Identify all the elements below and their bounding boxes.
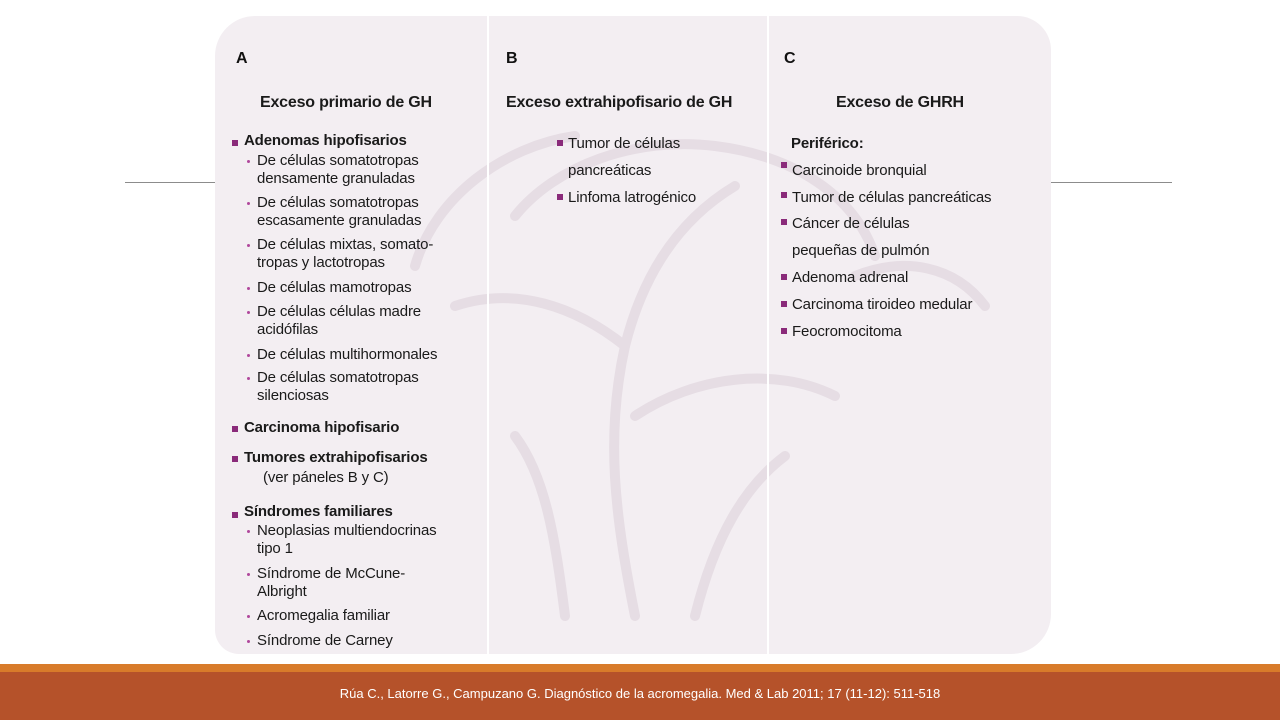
dot-bullet-icon [247, 573, 250, 576]
divider-line-left [125, 182, 220, 183]
square-bullet-icon [232, 456, 238, 462]
square-bullet-icon [232, 426, 238, 432]
list-item: De células somatotropas [257, 152, 419, 169]
dot-bullet-icon [247, 202, 250, 205]
list-item: Síndrome de McCune- [257, 565, 406, 582]
list-item: Tumores extrahipofisarios [244, 449, 428, 466]
column-heading: Exceso extrahipofisario de GH [506, 94, 733, 111]
citation-text: Rúa C., Latorre G., Campuzano G. Diagnóstico de la acromegalia. Med & Lab 2011; 17 (11-12): 511-518 [339, 686, 941, 701]
list-item: Adenoma adrenal [792, 269, 909, 286]
list-item: Linfoma latrogénico [568, 189, 697, 206]
list-item-note: (ver páneles B y C) [263, 469, 389, 486]
list-item: Carcinoma tiroideo medular [792, 296, 973, 313]
divider-line-right [1048, 182, 1172, 183]
column-letter: B [506, 50, 518, 67]
list-item: pequeñas de pulmón [792, 242, 930, 259]
list-item: Tumor de células pancreáticas [792, 189, 992, 206]
dot-bullet-icon [247, 287, 250, 290]
list-item: Carcinoide bronquial [792, 162, 927, 179]
list-item: Carcinoma hipofisario [244, 419, 400, 436]
list-item: tropas y lactotropas [257, 254, 385, 271]
list-item: Albright [257, 583, 307, 600]
list-item: escasamente granuladas [257, 212, 422, 229]
subheading: Periférico: [791, 135, 864, 152]
column-a [215, 16, 487, 654]
column-heading: Exceso primario de GH [260, 94, 432, 111]
dot-bullet-icon [247, 530, 250, 533]
square-bullet-icon [781, 274, 787, 280]
square-bullet-icon [781, 219, 787, 225]
list-item: acidófilas [257, 321, 319, 338]
list-item: Neoplasias multiendocrinas [257, 522, 437, 539]
list-item: densamente granuladas [257, 170, 415, 187]
list-item: Adenomas hipofisarios [244, 132, 407, 149]
list-item: De células mixtas, somato- [257, 236, 434, 253]
list-item: pancreáticas [568, 162, 652, 179]
list-item: Tumor de células [568, 135, 681, 152]
dot-bullet-icon [247, 244, 250, 247]
square-bullet-icon [232, 512, 238, 518]
dot-bullet-icon [247, 640, 250, 643]
square-bullet-icon [781, 328, 787, 334]
column-letter: C [784, 50, 796, 67]
square-bullet-icon [232, 140, 238, 146]
acromegaly-causes-table [215, 16, 1051, 654]
list-item: De células mamotropas [257, 279, 412, 296]
list-item: silenciosas [257, 387, 329, 404]
list-item: De células células madre [257, 303, 421, 320]
list-item: De células somatotropas [257, 194, 419, 211]
list-item: De células multihormonales [257, 346, 438, 363]
list-item: Síndromes familiares [244, 503, 393, 520]
column-b [489, 16, 767, 654]
square-bullet-icon [781, 162, 787, 168]
list-item: Acromegalia familiar [257, 607, 390, 624]
footer-bar [0, 664, 1280, 720]
list-item: Feocromocitoma [792, 323, 902, 340]
list-item: tipo 1 [257, 540, 293, 557]
dot-bullet-icon [247, 377, 250, 380]
list-item: De células somatotropas [257, 369, 419, 386]
dot-bullet-icon [247, 311, 250, 314]
square-bullet-icon [557, 140, 563, 146]
square-bullet-icon [781, 192, 787, 198]
list-item: Síndrome de Carney [257, 632, 393, 649]
column-heading: Exceso de GHRH [836, 94, 964, 111]
square-bullet-icon [781, 301, 787, 307]
list-item: Cáncer de células [792, 215, 910, 232]
column-letter: A [236, 50, 248, 67]
column-c [769, 16, 1051, 654]
dot-bullet-icon [247, 160, 250, 163]
footer-accent-stripe [0, 664, 1280, 672]
square-bullet-icon [557, 194, 563, 200]
dot-bullet-icon [247, 354, 250, 357]
dot-bullet-icon [247, 615, 250, 618]
